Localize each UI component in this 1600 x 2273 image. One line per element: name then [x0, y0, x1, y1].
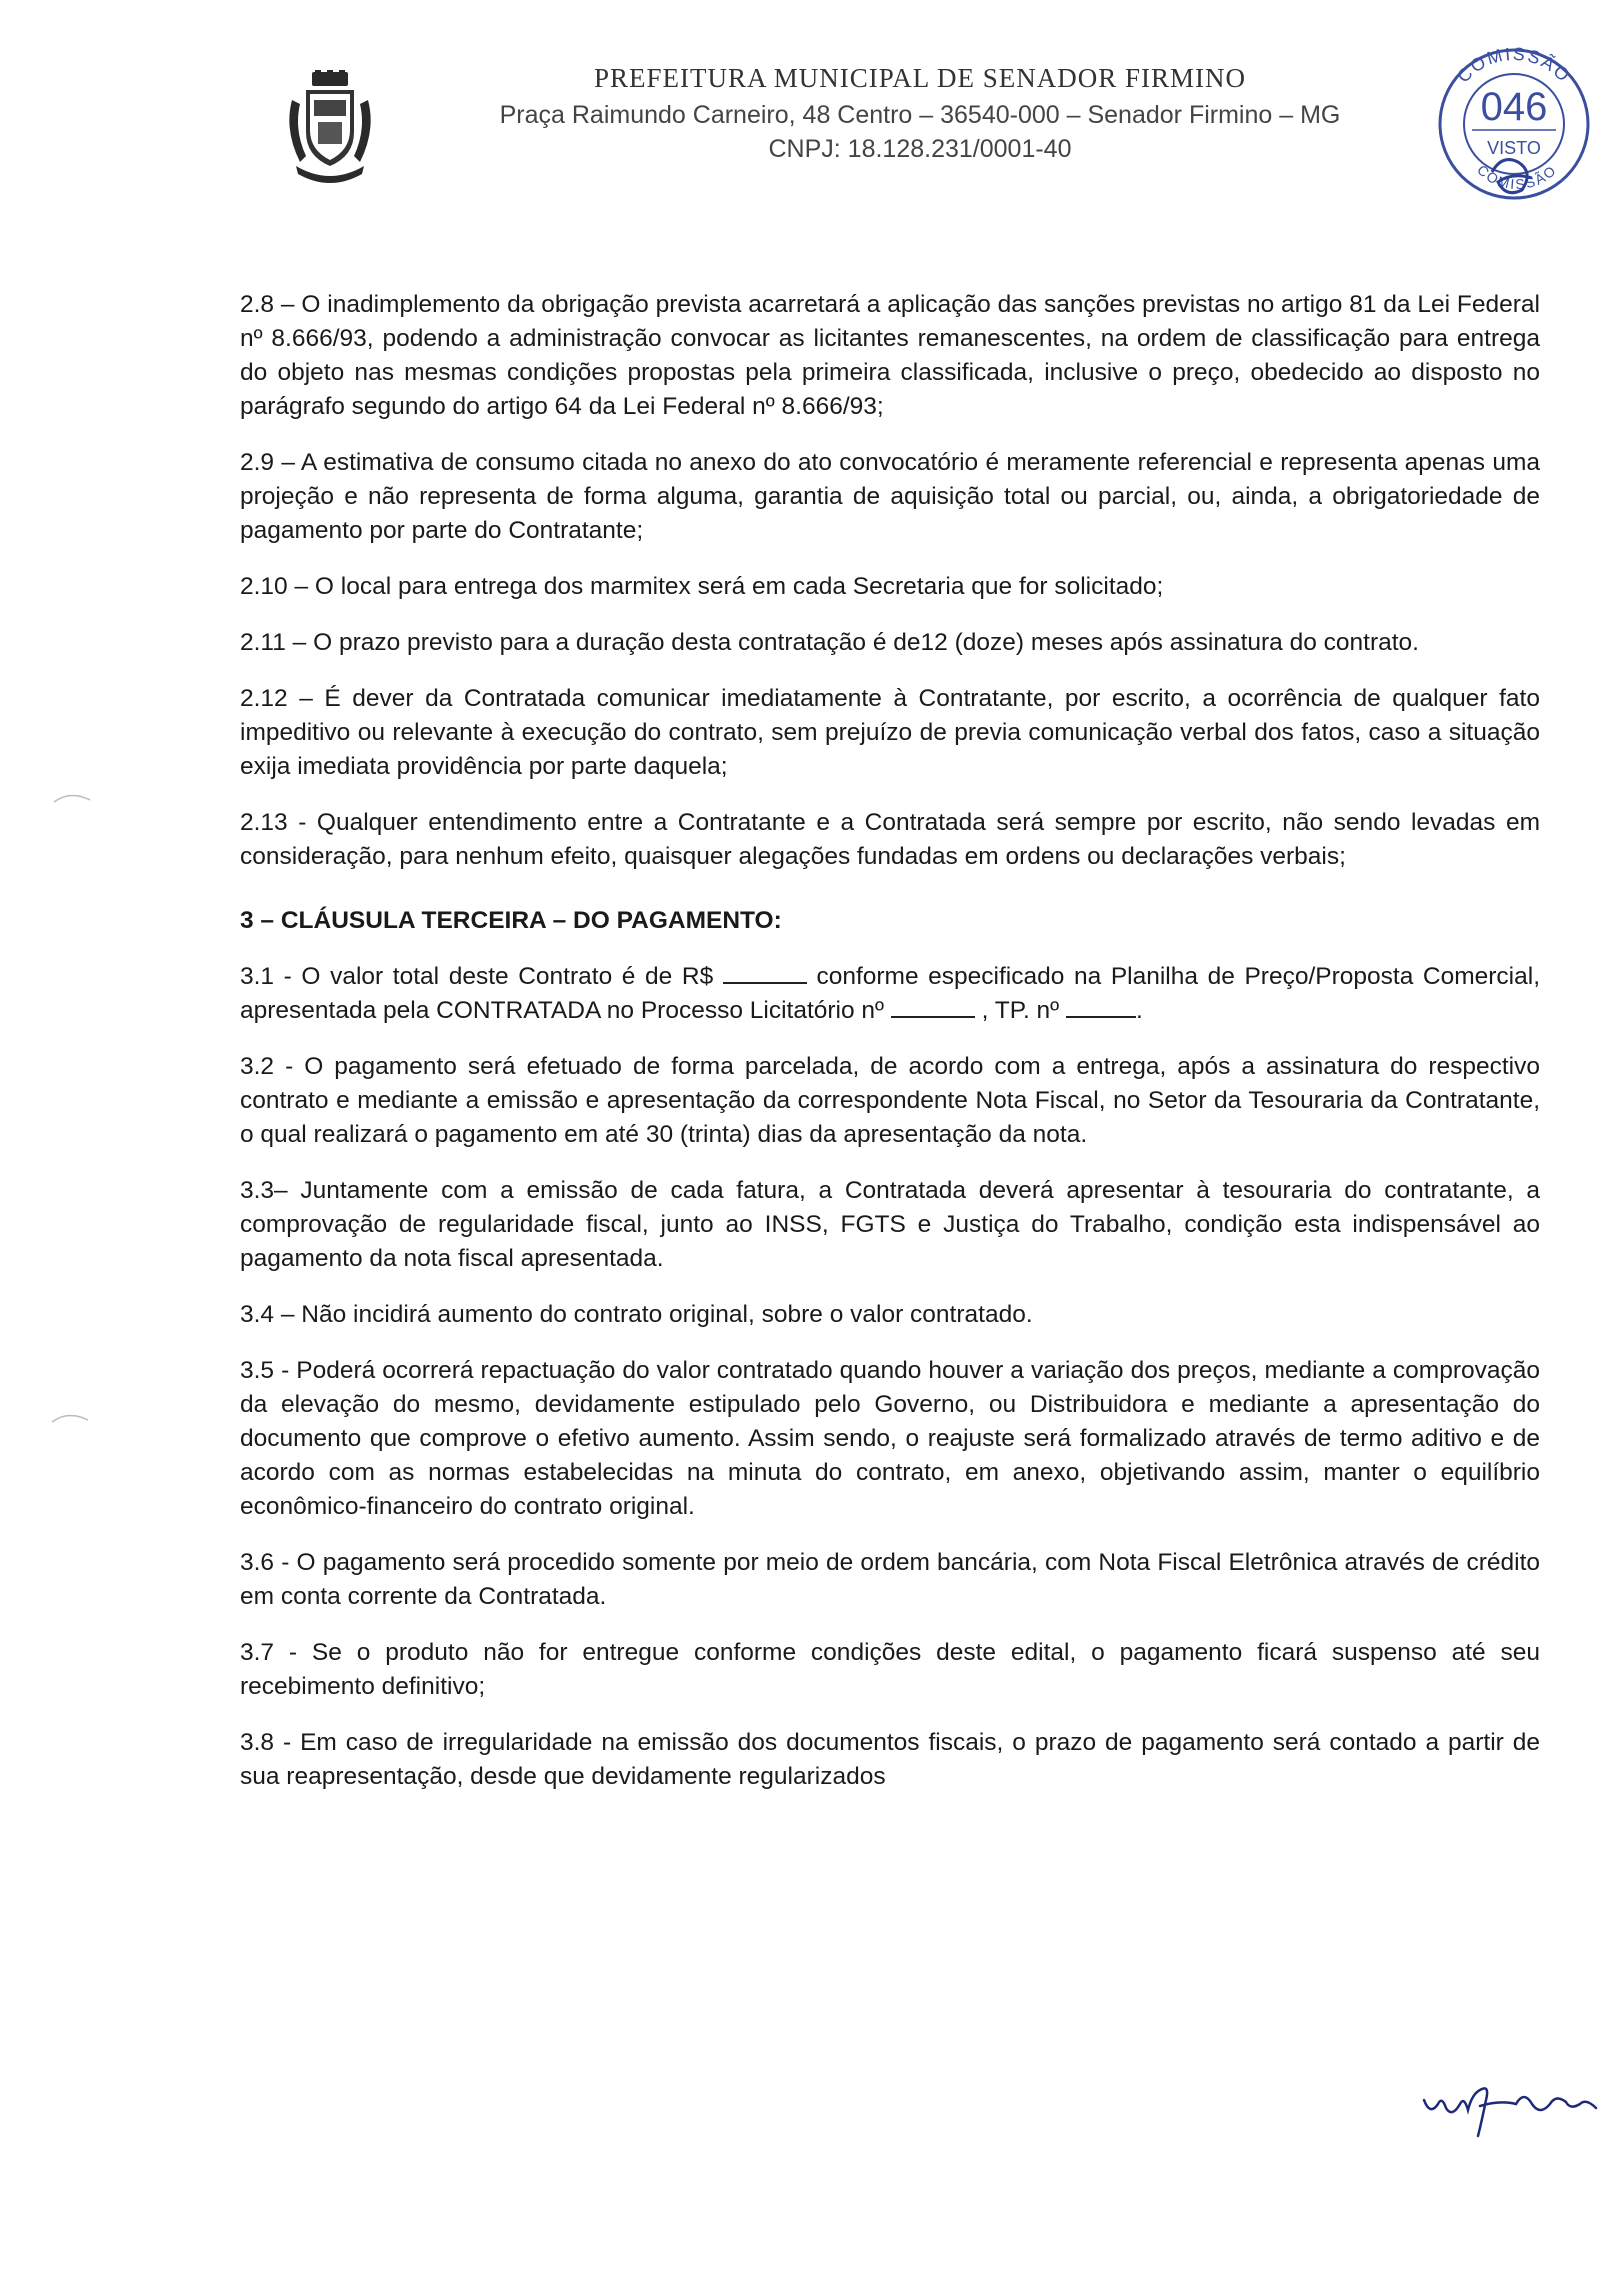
header-cnpj: CNPJ: 18.128.231/0001-40: [768, 135, 1072, 163]
clause-3-1-part4: .: [1135, 997, 1143, 1024]
scan-mark-icon: [52, 790, 92, 804]
coat-of-arms-icon: [282, 70, 378, 190]
clause-3-5: 3.5 - Poderá ocorrerá repactuação do valor contratado quando houver a variação dos preços, mediante a comprovação da elevação do mesmo, devidamente estipulado pelo Governo, ou Distribuidora e mediante a apresentação do documento que comprove o efetivo aumento. Assim sendo, o reajuste será formalizado através de termo aditivo e de acordo com as normas estabelecidas na minuta do contrato, em anexo, objetivando assim, manter o equilíbrio econômico-financeiro do contrato original.: [240, 1357, 1540, 1520]
clause-3-1: [240, 960, 1540, 1028]
stamp-top-text: COMISSÃO: [1453, 43, 1575, 87]
header-address: Praça Raimundo Carneiro, 48 Centro – 36540-000 – Senador Firmino – MG: [499, 101, 1341, 129]
stamp-bottom-text: COMISSÃO: [1474, 161, 1560, 193]
clause-3-7: 3.7 - Se o produto não for entregue conforme condições deste edital, o pagamento ficará suspenso até seu recebimento definitivo;: [240, 1639, 1540, 1700]
stamp-number: 046: [1480, 85, 1548, 129]
clause-2-11: 2.11 – O prazo previsto para a duração desta contratação é de12 (doze) meses após assinatura do contrato.: [240, 629, 1419, 656]
header-title: PREFEITURA MUNICIPAL DE SENADOR FIRMINO: [593, 63, 1247, 93]
process-number-blank: [891, 994, 975, 1018]
clause-3-6: 3.6 - O pagamento será procedido somente por meio de ordem bancária, com Nota Fiscal Eletrônica através de crédito em conta corrente da Contratada.: [240, 1549, 1540, 1610]
stamp-middle-text: VISTO: [1487, 138, 1541, 158]
clause-2-13: 2.13 - Qualquer entendimento entre a Contratante e a Contratada será sempre por escrito, não sendo levadas em consideração, para nenhum efeito, quaisquer alegações fundadas em ordens ou declarações verbais;: [240, 809, 1540, 870]
scan-mark-icon: [50, 1410, 90, 1424]
letterhead: [282, 58, 1442, 198]
letterhead-text: [420, 58, 1420, 166]
tp-number-blank: [1066, 994, 1136, 1018]
clause-3-4: 3.4 – Não incidirá aumento do contrato original, sobre o valor contratado.: [240, 1301, 1033, 1328]
value-blank: [723, 960, 807, 984]
clause-3-3: 3.3– Juntamente com a emissão de cada fatura, a Contratada deverá apresentar à tesouraria do contratante, a comprovação de regularidade fiscal, junto ao INSS, FGTS e Justiça do Trabalho, condição esta indispensável ao pagamento da nota fiscal apresentada.: [240, 1177, 1540, 1272]
clause-3-1-part2: conforme especificado na Planilha de Preço/Proposta Comercial, apresentada pela CONTRATADA no Processo Licitatório nº: [240, 963, 1541, 1024]
clause-3-1-part1: 3.1 - O valor total deste Contrato é de R$: [240, 963, 714, 990]
clause-2-8: 2.8 – O inadimplemento da obrigação prevista acarretará a aplicação das sanções previstas no artigo 81 da Lei Federal nº 8.666/93, podendo a administração convocar as licitantes remanescentes, na ordem de classificação para entrega do objeto nas mesmas condições propostas pela primeira classificada, inclusive o preço, obedecido ao disposto no parágrafo segundo do artigo 64 da Lei Federal nº 8.666/93;: [240, 291, 1540, 420]
clause-3-8: 3.8 - Em caso de irregularidade na emissão dos documentos fiscais, o prazo de pagamento será contado a partir de sua reapresentação, desde que devidamente regularizados: [240, 1729, 1540, 1790]
clause-3-2: 3.2 - O pagamento será efetuado de forma parcelada, de acordo com a entrega, após a assinatura do respectivo contrato e mediante a emissão e apresentação da correspondente Nota Fiscal, no Setor da Tesouraria da Contratante, o qual realizará o pagamento em até 30 (trinta) dias da apresentação da nota.: [240, 1053, 1540, 1148]
clause-2-9: 2.9 – A estimativa de consumo citada no anexo do ato convocatório é meramente referencial e representa apenas uma projeção e não representa de forma alguma, garantia de aquisição total ou parcial, ou, ainda, a obrigatoriedade de pagamento por parte do Contratante;: [240, 449, 1540, 544]
handwritten-initials-icon: [1420, 2060, 1600, 2140]
document-body: [240, 288, 1540, 1816]
commission-stamp-icon: [1422, 22, 1600, 222]
section-3-title: 3 – CLÁUSULA TERCEIRA – DO PAGAMENTO:: [240, 907, 782, 934]
clause-2-12: 2.12 – É dever da Contratada comunicar imediatamente à Contratante, por escrito, a ocorrência de qualquer fato impeditivo ou relevante à execução do contrato, sem prejuízo de previa comunicação verbal dos fatos, caso a situação exija imediata providência por parte daquela;: [240, 685, 1540, 780]
clause-2-10: 2.10 – O local para entrega dos marmitex será em cada Secretaria que for solicitado;: [240, 573, 1164, 600]
clause-3-1-part3: , TP. nº: [981, 997, 1060, 1024]
